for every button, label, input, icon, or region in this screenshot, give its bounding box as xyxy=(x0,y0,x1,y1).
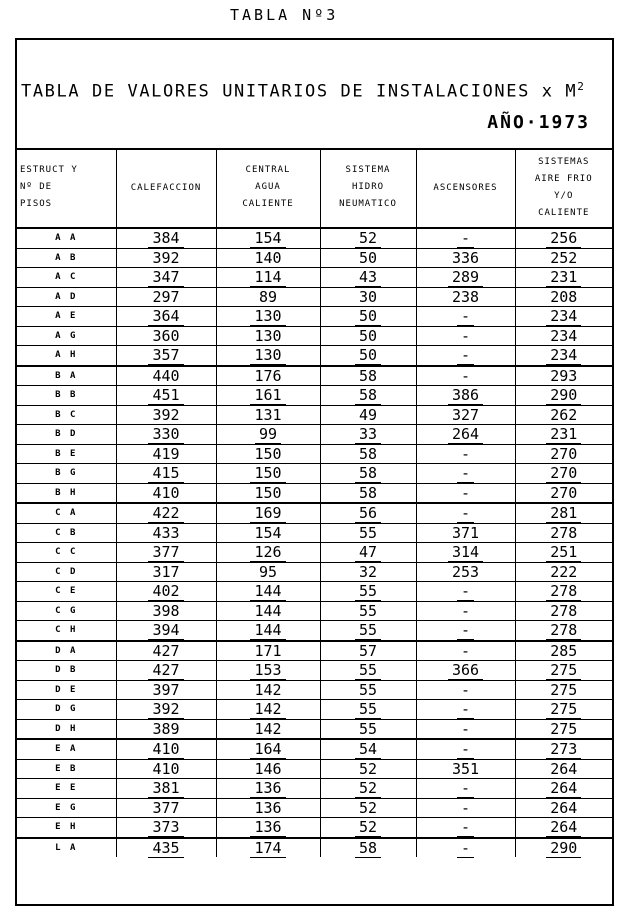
aire-cell: 270 xyxy=(515,483,612,503)
key-cell: D A xyxy=(17,641,116,661)
ascensores-cell: 351 xyxy=(416,759,515,779)
aire-cell: 281 xyxy=(515,503,612,523)
aire-cell: 252 xyxy=(515,248,612,268)
central-agua-cell: 153 xyxy=(216,661,320,681)
hidroneumatico-cell: 32 xyxy=(320,562,416,582)
calefaccion-cell: 451 xyxy=(116,386,216,406)
aire-cell: 285 xyxy=(515,641,612,661)
aire-cell: 275 xyxy=(515,719,612,739)
table-row xyxy=(17,601,612,621)
key-cell: A A xyxy=(17,228,116,248)
central-agua-cell: 150 xyxy=(216,483,320,503)
ascensores-cell: - xyxy=(416,483,515,503)
hidroneumatico-cell: 52 xyxy=(320,228,416,248)
table-row xyxy=(17,366,612,386)
ascensores-cell: 371 xyxy=(416,523,515,543)
hidroneumatico-cell: 58 xyxy=(320,838,416,858)
key-cell: B B xyxy=(17,386,116,406)
ascensores-cell: - xyxy=(416,582,515,602)
calefaccion-cell: 347 xyxy=(116,268,216,288)
key-cell: A D xyxy=(17,287,116,307)
table-row xyxy=(17,798,612,818)
aire-cell: 208 xyxy=(515,287,612,307)
calefaccion-cell: 360 xyxy=(116,326,216,346)
aire-cell: 278 xyxy=(515,621,612,641)
hidroneumatico-cell: 55 xyxy=(320,661,416,681)
central-agua-cell: 171 xyxy=(216,641,320,661)
hidroneumatico-cell: 52 xyxy=(320,759,416,779)
central-agua-cell: 144 xyxy=(216,621,320,641)
central-agua-cell: 114 xyxy=(216,268,320,288)
key-cell: A G xyxy=(17,326,116,346)
key-cell: E H xyxy=(17,818,116,838)
ascensores-cell: - xyxy=(416,366,515,386)
hidroneumatico-cell: 33 xyxy=(320,425,416,445)
aire-cell: 256 xyxy=(515,228,612,248)
calefaccion-cell: 297 xyxy=(116,287,216,307)
table-body xyxy=(17,228,612,857)
central-agua-cell: 161 xyxy=(216,386,320,406)
calefaccion-cell: 373 xyxy=(116,818,216,838)
central-agua-cell: 140 xyxy=(216,248,320,268)
central-agua-cell: 150 xyxy=(216,444,320,464)
hidroneumatico-cell: 52 xyxy=(320,818,416,838)
table-row xyxy=(17,425,612,445)
ascensores-cell: - xyxy=(416,739,515,759)
ascensores-cell: - xyxy=(416,621,515,641)
header-row xyxy=(17,148,612,228)
ascensores-cell: 386 xyxy=(416,386,515,406)
title-box xyxy=(17,40,612,150)
key-cell: B C xyxy=(17,405,116,425)
ascensores-cell: - xyxy=(416,779,515,799)
ascensores-cell: - xyxy=(416,641,515,661)
hidroneumatico-cell: 58 xyxy=(320,366,416,386)
table-row xyxy=(17,641,612,661)
hidroneumatico-cell: 50 xyxy=(320,346,416,366)
aire-cell: 231 xyxy=(515,268,612,288)
ascensores-cell: 327 xyxy=(416,405,515,425)
calefaccion-cell: 410 xyxy=(116,483,216,503)
hidroneumatico-cell: 50 xyxy=(320,326,416,346)
table-row xyxy=(17,818,612,838)
year-label: AÑO·1973 xyxy=(487,112,590,133)
aire-cell: 290 xyxy=(515,838,612,858)
calefaccion-cell: 392 xyxy=(116,248,216,268)
key-cell: D G xyxy=(17,700,116,720)
aire-cell: 278 xyxy=(515,582,612,602)
ascensores-cell: - xyxy=(416,228,515,248)
hidroneumatico-cell: 55 xyxy=(320,621,416,641)
calefaccion-cell: 392 xyxy=(116,405,216,425)
central-agua-cell: 150 xyxy=(216,464,320,484)
calefaccion-cell: 389 xyxy=(116,719,216,739)
key-cell: A B xyxy=(17,248,116,268)
calefaccion-cell: 427 xyxy=(116,641,216,661)
calefaccion-cell: 364 xyxy=(116,307,216,327)
table-row xyxy=(17,228,612,248)
key-cell: E B xyxy=(17,759,116,779)
table-row xyxy=(17,779,612,799)
hidroneumatico-cell: 55 xyxy=(320,700,416,720)
table-row xyxy=(17,661,612,681)
table-row xyxy=(17,523,612,543)
aire-cell: 270 xyxy=(515,444,612,464)
table-row xyxy=(17,405,612,425)
central-agua-cell: 136 xyxy=(216,779,320,799)
central-agua-cell: 130 xyxy=(216,326,320,346)
hidroneumatico-cell: 49 xyxy=(320,405,416,425)
central-agua-cell: 169 xyxy=(216,503,320,523)
calefaccion-cell: 410 xyxy=(116,739,216,759)
calefaccion-cell: 427 xyxy=(116,661,216,681)
calefaccion-cell: 397 xyxy=(116,680,216,700)
calefaccion-cell: 317 xyxy=(116,562,216,582)
central-agua-cell: 176 xyxy=(216,366,320,386)
calefaccion-cell: 440 xyxy=(116,366,216,386)
ascensores-cell: - xyxy=(416,680,515,700)
hidroneumatico-cell: 54 xyxy=(320,739,416,759)
key-cell: B D xyxy=(17,425,116,445)
key-cell: C B xyxy=(17,523,116,543)
table-row xyxy=(17,326,612,346)
central-agua-cell: 154 xyxy=(216,523,320,543)
key-cell: A C xyxy=(17,268,116,288)
hidroneumatico-cell: 58 xyxy=(320,464,416,484)
table-title: TABLA DE VALORES UNITARIOS DE INSTALACIONES x $M^2$ xyxy=(21,80,586,102)
hidroneumatico-cell: 55 xyxy=(320,582,416,602)
calefaccion-cell: 422 xyxy=(116,503,216,523)
aire-cell: 264 xyxy=(515,779,612,799)
key-cell: E E xyxy=(17,779,116,799)
ascensores-cell: 264 xyxy=(416,425,515,445)
hidroneumatico-cell: 43 xyxy=(320,268,416,288)
table-row xyxy=(17,680,612,700)
ascensores-cell: - xyxy=(416,326,515,346)
hidroneumatico-cell: 50 xyxy=(320,248,416,268)
key-cell: C A xyxy=(17,503,116,523)
header-sistemas-aire: SISTEMAS AIRE FRIO Y/O CALIENTE xyxy=(515,148,612,228)
key-cell: E G xyxy=(17,798,116,818)
ascensores-cell: - xyxy=(416,700,515,720)
table-row xyxy=(17,483,612,503)
aire-cell: 290 xyxy=(515,386,612,406)
table-row xyxy=(17,759,612,779)
hidroneumatico-cell: 55 xyxy=(320,601,416,621)
calefaccion-cell: 402 xyxy=(116,582,216,602)
table-caption: TABLA Nº3 xyxy=(230,6,339,24)
table-row xyxy=(17,582,612,602)
central-agua-cell: 89 xyxy=(216,287,320,307)
aire-cell: 293 xyxy=(515,366,612,386)
key-cell: C C xyxy=(17,543,116,563)
key-cell: D B xyxy=(17,661,116,681)
ascensores-cell: - xyxy=(416,719,515,739)
hidroneumatico-cell: 52 xyxy=(320,779,416,799)
hidroneumatico-cell: 52 xyxy=(320,798,416,818)
central-agua-cell: 144 xyxy=(216,582,320,602)
central-agua-cell: 174 xyxy=(216,838,320,858)
aire-cell: 273 xyxy=(515,739,612,759)
hidroneumatico-cell: 58 xyxy=(320,386,416,406)
header-calefaccion: CALEFACCION xyxy=(116,148,216,228)
central-agua-cell: 130 xyxy=(216,307,320,327)
calefaccion-cell: 381 xyxy=(116,779,216,799)
hidroneumatico-cell: 30 xyxy=(320,287,416,307)
aire-cell: 278 xyxy=(515,601,612,621)
calefaccion-cell: 398 xyxy=(116,601,216,621)
values-table xyxy=(17,148,612,857)
calefaccion-cell: 377 xyxy=(116,798,216,818)
table-row xyxy=(17,386,612,406)
ascensores-cell: - xyxy=(416,464,515,484)
aire-cell: 275 xyxy=(515,661,612,681)
ascensores-cell: - xyxy=(416,838,515,858)
table-row xyxy=(17,287,612,307)
calefaccion-cell: 433 xyxy=(116,523,216,543)
hidroneumatico-cell: 47 xyxy=(320,543,416,563)
key-cell: E A xyxy=(17,739,116,759)
hidroneumatico-cell: 55 xyxy=(320,523,416,543)
header-estruct: ESTRUCT Y Nº DE PISOS xyxy=(17,148,116,228)
ascensores-cell: - xyxy=(416,798,515,818)
central-agua-cell: 144 xyxy=(216,601,320,621)
calefaccion-cell: 410 xyxy=(116,759,216,779)
central-agua-cell: 136 xyxy=(216,818,320,838)
calefaccion-cell: 415 xyxy=(116,464,216,484)
calefaccion-cell: 384 xyxy=(116,228,216,248)
calefaccion-cell: 435 xyxy=(116,838,216,858)
aire-cell: 264 xyxy=(515,759,612,779)
ascensores-cell: - xyxy=(416,503,515,523)
calefaccion-cell: 394 xyxy=(116,621,216,641)
ascensores-cell: 253 xyxy=(416,562,515,582)
hidroneumatico-cell: 55 xyxy=(320,680,416,700)
central-agua-cell: 99 xyxy=(216,425,320,445)
ascensores-cell: 366 xyxy=(416,661,515,681)
aire-cell: 234 xyxy=(515,326,612,346)
calefaccion-cell: 392 xyxy=(116,700,216,720)
header-ascensores: ASCENSORES xyxy=(416,148,515,228)
calefaccion-cell: 357 xyxy=(116,346,216,366)
central-agua-cell: 146 xyxy=(216,759,320,779)
calefaccion-cell: 419 xyxy=(116,444,216,464)
key-cell: L A xyxy=(17,838,116,858)
aire-cell: 264 xyxy=(515,798,612,818)
table-row xyxy=(17,739,612,759)
aire-cell: 234 xyxy=(515,307,612,327)
central-agua-cell: 164 xyxy=(216,739,320,759)
ascensores-cell: 238 xyxy=(416,287,515,307)
key-cell: B H xyxy=(17,483,116,503)
aire-cell: 278 xyxy=(515,523,612,543)
table-row xyxy=(17,838,612,858)
central-agua-cell: 142 xyxy=(216,680,320,700)
central-agua-cell: 126 xyxy=(216,543,320,563)
central-agua-cell: 142 xyxy=(216,719,320,739)
central-agua-cell: 136 xyxy=(216,798,320,818)
table-row xyxy=(17,719,612,739)
hidroneumatico-cell: 58 xyxy=(320,483,416,503)
key-cell: C D xyxy=(17,562,116,582)
aire-cell: 264 xyxy=(515,818,612,838)
calefaccion-cell: 330 xyxy=(116,425,216,445)
table-row xyxy=(17,543,612,563)
aire-cell: 251 xyxy=(515,543,612,563)
header-central-agua: CENTRAL AGUA CALIENTE xyxy=(216,148,320,228)
title-superscript: 2 xyxy=(577,80,586,93)
key-cell: C G xyxy=(17,601,116,621)
aire-cell: 234 xyxy=(515,346,612,366)
aire-cell: 231 xyxy=(515,425,612,445)
calefaccion-cell: 377 xyxy=(116,543,216,563)
key-cell: A H xyxy=(17,346,116,366)
hidroneumatico-cell: 57 xyxy=(320,641,416,661)
table-row xyxy=(17,248,612,268)
key-cell: C H xyxy=(17,621,116,641)
ascensores-cell: 289 xyxy=(416,268,515,288)
ascensores-cell: - xyxy=(416,601,515,621)
aire-cell: 270 xyxy=(515,464,612,484)
table-row xyxy=(17,268,612,288)
central-agua-cell: 142 xyxy=(216,700,320,720)
table-row xyxy=(17,621,612,641)
ascensores-cell: - xyxy=(416,346,515,366)
aire-cell: 262 xyxy=(515,405,612,425)
table-row xyxy=(17,346,612,366)
key-cell: B E xyxy=(17,444,116,464)
key-cell: C E xyxy=(17,582,116,602)
key-cell: B A xyxy=(17,366,116,386)
central-agua-cell: 95 xyxy=(216,562,320,582)
key-cell: D E xyxy=(17,680,116,700)
hidroneumatico-cell: 56 xyxy=(320,503,416,523)
ascensores-cell: - xyxy=(416,307,515,327)
hidroneumatico-cell: 58 xyxy=(320,444,416,464)
table-row xyxy=(17,307,612,327)
ascensores-cell: - xyxy=(416,444,515,464)
key-cell: D H xyxy=(17,719,116,739)
central-agua-cell: 130 xyxy=(216,346,320,366)
hidroneumatico-cell: 50 xyxy=(320,307,416,327)
table-row xyxy=(17,700,612,720)
header-sistema-hidro: SISTEMA HIDRO NEUMATICO xyxy=(320,148,416,228)
aire-cell: 222 xyxy=(515,562,612,582)
ascensores-cell: - xyxy=(416,818,515,838)
table-frame xyxy=(15,38,614,906)
table-row xyxy=(17,464,612,484)
table-row xyxy=(17,562,612,582)
ascensores-cell: 314 xyxy=(416,543,515,563)
ascensores-cell: 336 xyxy=(416,248,515,268)
table-row xyxy=(17,444,612,464)
aire-cell: 275 xyxy=(515,700,612,720)
key-cell: A E xyxy=(17,307,116,327)
aire-cell: 275 xyxy=(515,680,612,700)
hidroneumatico-cell: 55 xyxy=(320,719,416,739)
key-cell: B G xyxy=(17,464,116,484)
central-agua-cell: 154 xyxy=(216,228,320,248)
central-agua-cell: 131 xyxy=(216,405,320,425)
table-row xyxy=(17,503,612,523)
